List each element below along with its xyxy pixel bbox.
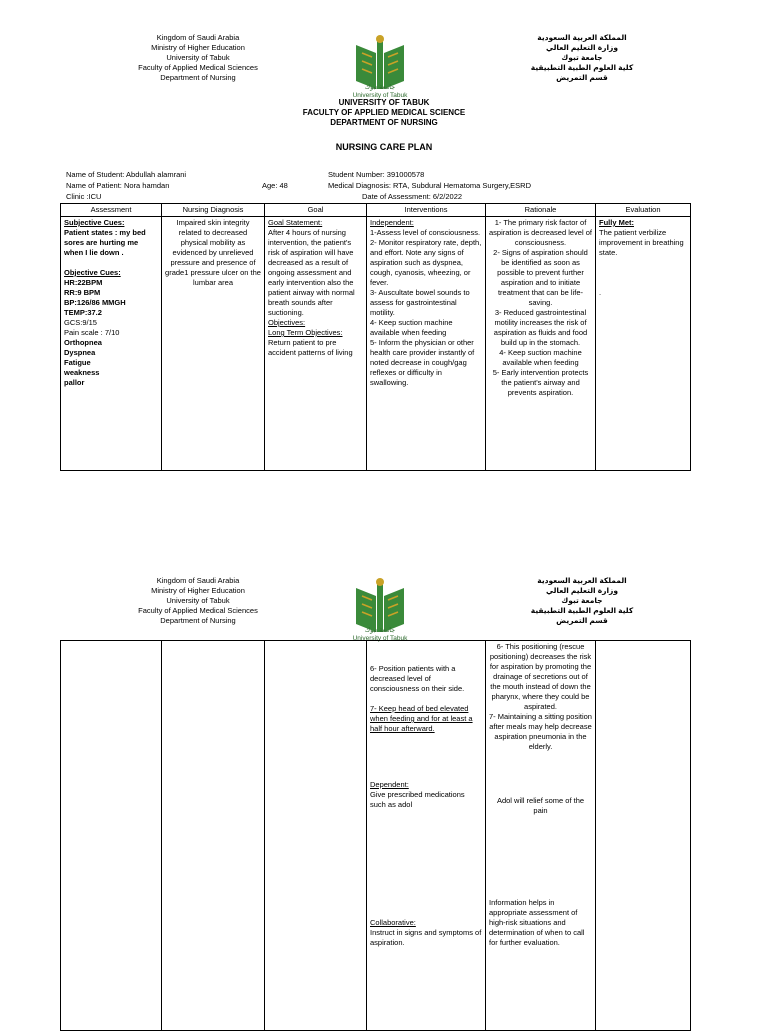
intervention-item: 4- Keep suction machine available when feeding <box>370 318 453 337</box>
logo-caption-english: University of Tabuk <box>352 635 408 642</box>
rationale-item: 4- Keep suction machine available when feeding <box>499 348 582 367</box>
rationale-item: 2- Signs of aspiration should be identified as soon as possible to prevent further aspiration and to initiate treatment that can be life-saving. <box>493 248 588 307</box>
objective-cues-heading: Objective Cues: <box>64 268 121 277</box>
logo-caption-arabic: جامعة تبوك <box>364 627 396 634</box>
goal-statement-heading: Goal Statement: <box>268 218 323 227</box>
assessment-cell <box>61 217 162 471</box>
rationale-item: 7- Maintaining a sitting position after meals may help decrease aspiration pneumonia in the elderly. <box>489 712 592 751</box>
column-header: Interventions <box>367 204 486 217</box>
header-right-line: جامعة تبوك <box>561 53 603 62</box>
evaluation-cell <box>596 217 691 471</box>
assessment-date: Date of Assessment: 6/2/2022 <box>362 192 463 201</box>
long-term-objectives-text: Return patient to pre accident patterns of living <box>268 338 353 357</box>
clinic: Clinic :ICU <box>66 192 102 201</box>
university-name: UNIVERSITY OF TABUK <box>338 98 430 107</box>
header-right-line: وزارة التعليم العالي <box>546 43 618 52</box>
student-number: Student Number: 391000578 <box>328 170 425 179</box>
rationale-item: 1- The primary risk factor of aspiration is decreased level of consciousness. <box>489 218 592 247</box>
column-header: Evaluation <box>596 204 691 217</box>
header-right-line: المملكة العربية السعودية <box>537 33 627 42</box>
table-header-row <box>61 204 691 217</box>
interventions-cell <box>367 217 486 471</box>
clinical-sign: Fatigue <box>64 358 91 367</box>
dependent-text: Give prescribed medications such as adol <box>370 790 465 809</box>
evaluation-heading: Fully Met: <box>599 218 634 227</box>
column-header: Goal <box>265 204 367 217</box>
patient-age: Age: 48 <box>262 181 288 190</box>
intervention-item: 6- Position patients with a decreased level of consciousness on their side. <box>370 664 465 693</box>
collaborative-heading: Collaborative: <box>370 918 416 927</box>
header-right-line: جامعة تبوك <box>561 596 603 605</box>
vital-sign: HR:22BPM <box>64 278 103 287</box>
header-right-line: قسم التمريض <box>556 616 608 625</box>
university-title-block <box>234 98 534 128</box>
nursing-diagnosis-cell <box>162 217 265 471</box>
rationale-item: 6- This positioning (rescue positioning) decreases the risk for aspiration by promoting the drainage of secretions out of the mouth instead of down the pharynx, where they could be aspirated. <box>489 642 592 711</box>
medical-diagnosis: Medical Diagnosis: RTA, Subdural Hematoma Surgery,ESRD <box>328 181 531 190</box>
header-left-line: Department of Nursing <box>160 73 236 82</box>
rationale-item: Information helps in appropriate assessment of high-risk situations and determination of when to call for further evaluation. <box>489 898 585 947</box>
rationale-item: 5- Early intervention protects the patient's airway and prevents aspiration. <box>492 368 589 397</box>
objectives-heading: Objectives: <box>268 318 306 327</box>
long-term-objectives-heading: Long Term Objectives: <box>268 328 343 337</box>
header-right-line: قسم التمريض <box>556 73 608 82</box>
header-left-line: Ministry of Higher Education <box>151 586 245 595</box>
header-left-line: Kingdom of Saudi Arabia <box>156 576 240 585</box>
evaluation-text: The patient verbilize improvement in breathing state. <box>599 228 684 257</box>
interventions-cell <box>367 641 486 1031</box>
student-name: Name of Student: Abdullah alamrani <box>66 170 187 179</box>
header-left-line: Kingdom of Saudi Arabia <box>156 33 240 42</box>
care-plan-table <box>60 203 691 471</box>
intervention-item: 1-Assess level of consciousness. <box>370 228 481 237</box>
header-left-english <box>98 33 298 83</box>
header-left-line: Ministry of Higher Education <box>151 43 245 52</box>
nursing-diagnosis-text: Impaired skin integrity related to decreased physical mobility as evidenced by unrelieved pressure and presence of grade1 pressure ulcer on the lumbar area <box>165 218 261 287</box>
vital-sign: TEMP:37.2 <box>64 308 102 317</box>
intervention-item: 2- Monitor respiratory rate, depth, and effort. Note any signs of aspiration such as dyspnea, cough, cyanosis, wheezing, or fever. <box>370 238 482 287</box>
clinical-sign: pallor <box>64 378 85 387</box>
goal-cell <box>265 641 367 1031</box>
goal-statement-text: After 4 hours of nursing intervention, the patient's risk of aspiration will have decreased as a result of ongoing assessment and early intervention also the patient airway with normal breath sounds after suctioning. <box>268 228 355 317</box>
header-left-line: Faculty of Applied Medical Sciences <box>138 606 258 615</box>
table-row <box>61 641 691 1031</box>
header-right-line: كلية العلوم الطبية التطبيقية <box>530 606 634 615</box>
care-plan-table-continued <box>60 640 691 1031</box>
header-right-line: كلية العلوم الطبية التطبيقية <box>530 63 634 72</box>
vital-sign: GCS:9/15 <box>64 318 97 327</box>
rationale-cell <box>486 641 596 1031</box>
rationale-item: Adol will relief some of the pain <box>496 796 585 815</box>
vital-sign: RR:9 BPM <box>64 288 101 297</box>
header-right-arabic <box>512 33 652 83</box>
collaborative-text: Instruct in signs and symptoms of aspiration. <box>370 928 482 947</box>
assessment-cell <box>61 641 162 1031</box>
header-left-line: Faculty of Applied Medical Sciences <box>138 63 258 72</box>
evaluation-dot: . <box>599 288 602 297</box>
intervention-item: 3- Auscultate bowel sounds to assess for gastrointestinal motility. <box>370 288 470 317</box>
intervention-item: 5- Inform the physician or other health care provider instantly of noted decrease in cough/gag reflexes or difficulty in swallowing. <box>370 338 475 387</box>
column-header: Assessment <box>61 204 162 217</box>
header-left-line: Department of Nursing <box>160 616 236 625</box>
goal-cell <box>265 217 367 471</box>
page-title: NURSING CARE PLAN <box>335 142 433 152</box>
clinical-sign: weakness <box>64 368 100 377</box>
intervention-item: 7- Keep head of bed elevated when feeding and for at least a half hour afterward. <box>370 704 473 733</box>
independent-heading: Independent: <box>370 218 414 227</box>
vital-sign: BP:126/86 MMGH <box>64 298 126 307</box>
subjective-cues-text: Patient states : my bed sores are hurting me when I lie down . <box>64 228 146 257</box>
header-left-english <box>98 576 298 626</box>
clinical-sign: Orthopnea <box>64 338 102 347</box>
table-row <box>61 217 691 471</box>
evaluation-cell <box>596 641 691 1031</box>
column-header: Nursing Diagnosis <box>162 204 265 217</box>
header-left-line: University of Tabuk <box>166 53 230 62</box>
logo-caption-english: University of Tabuk <box>352 92 408 99</box>
dependent-heading: Dependent: <box>370 780 409 789</box>
patient-name: Name of Patient: Nora hamdan <box>66 181 170 190</box>
vital-sign: Pain scale : 7/10 <box>64 328 120 337</box>
header-left-line: University of Tabuk <box>166 596 230 605</box>
rationale-item: 3- Reduced gastrointestinal motility increases the risk of aspiration as fluids and food build up in the stomach. <box>493 308 588 347</box>
column-header: Rationale <box>486 204 596 217</box>
subjective-cues-heading: Subjective Cues: <box>64 218 125 227</box>
header-right-line: المملكة العربية السعودية <box>537 576 627 585</box>
header-right-arabic <box>512 576 652 626</box>
faculty-name: FACULTY OF APPLIED MEDICAL SCIENCE <box>302 108 466 117</box>
nursing-diagnosis-cell <box>162 641 265 1031</box>
clinical-sign: Dyspnea <box>64 348 96 357</box>
logo-caption-arabic: جامعة تبوك <box>364 84 396 91</box>
header-right-line: وزارة التعليم العالي <box>546 586 618 595</box>
rationale-cell <box>486 217 596 471</box>
department-name: DEPARTMENT OF NURSING <box>330 118 438 127</box>
